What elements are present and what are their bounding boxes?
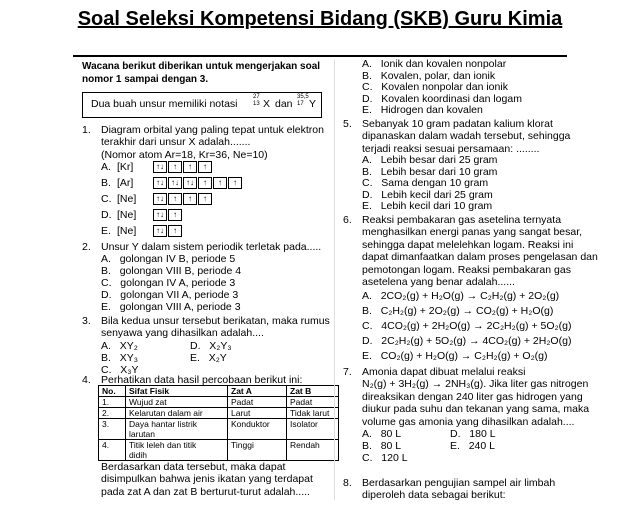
q6-option-c[interactable]: C. 4CO₂(g) + 2H₂O(g) → 2C₂H₂(g) + 5O₂(g) <box>362 320 572 332</box>
orbital-box: ↑↓ <box>153 161 167 173</box>
q7-option-e[interactable]: E. 240 L <box>450 440 495 452</box>
orbital-box: ↑ <box>183 193 197 205</box>
q7-number: 7. <box>343 366 352 378</box>
orbital-box: ↑ <box>198 193 212 205</box>
q3-option-e[interactable]: E. X₂Y <box>190 352 227 364</box>
q1-option-a[interactable]: A. [Kr] ↑↓ ↑ ↑ ↑ <box>101 161 213 173</box>
orbital-box: ↑↓ <box>153 225 167 237</box>
q2-option-c[interactable]: C. golongan IV A, periode 3 <box>101 277 236 289</box>
q6-stem: Reaksi pembakaran gas asetelina ternyata menghasilkan energi panas yang sangat besar, sehingga dapat melelehkan logam. Reaksi ini dapat dimanfaatkan dalam proses pengelasan dan pemotongan logam. Reaksi pembakaran gas asetelena yang benar adalah...... <box>362 214 598 289</box>
q2-option-b[interactable]: B. golongan VIII B, periode 4 <box>101 265 242 277</box>
page-title: Soal Seleksi Kompetensi Bidang (SKB) Guru Kimia <box>77 8 563 30</box>
q5-stem: Sebanyak 10 gram padatan kalium klorat dipanaskan dalam wadah tersebut, sehingga terjadi reaksi sesuai persamaan: ........ <box>362 118 571 155</box>
orbital-box: ↑ <box>168 161 182 173</box>
orbital-box: ↑↓ <box>153 193 167 205</box>
q4-number: 4. <box>82 374 91 386</box>
q5-option-e[interactable]: E. Lebih kecil dari 10 gram <box>362 200 493 212</box>
notation-and: dan <box>275 98 293 110</box>
q2-stem: Unsur Y dalam sistem periodik terletak pada..... <box>101 241 322 253</box>
orbital-box: ↑↓ <box>153 177 167 189</box>
q3-option-b[interactable]: B. XY₃ <box>101 352 138 364</box>
q6-option-e[interactable]: E. CO₂(g) + H₂O(g) → C₂H₂(g) + O₂(g) <box>362 350 548 362</box>
noble-gas-core: [Ar] <box>117 177 134 189</box>
q7-option-c[interactable]: C. 120 L <box>362 452 408 464</box>
q4-followup: Berdasarkan data tersebut, maka dapat disimpulkan bahwa jenis ikatan yang terdapat pada zat A dan zat B berturut-turut adalah..... <box>101 461 313 498</box>
q7-option-a[interactable]: A. 80 L <box>362 428 402 440</box>
orbital-box: ↑ <box>168 193 182 205</box>
q2-option-e[interactable]: E. golongan VIII A, periode 3 <box>101 301 241 313</box>
q6-number: 6. <box>343 214 352 226</box>
column-divider <box>334 60 335 500</box>
q7-option-d[interactable]: D. 180 L <box>450 428 496 440</box>
y-symbol: Y <box>309 98 317 110</box>
table-row: 4. Titik leleh dan titik Tinggi Rendah <box>99 440 339 451</box>
x-symbol: X <box>263 98 271 110</box>
table-row: didih <box>99 450 339 461</box>
q1-option-d[interactable]: D. [Ne] ↑↓ ↑ <box>101 209 183 221</box>
q4-option-b[interactable]: B. Kovalen, polar, dan ionik <box>362 69 496 82</box>
q8-number: 8. <box>343 477 352 489</box>
noble-gas-core: [Ne] <box>117 225 137 237</box>
q2-number: 2. <box>82 241 91 253</box>
orbital-box: ↑↓ <box>183 177 197 189</box>
q6-option-b[interactable]: B. C₂H₂(g) + 2O₂(g) → CO₂(g) + H₂O(g) <box>362 305 554 317</box>
table-header-row: No. Sifat Fisik Zat A Zat B <box>99 386 339 397</box>
q6-option-a[interactable]: A. 2CO₂(g) + H₂O(g) → C₂H₂(g) + 2O₂(g) <box>362 290 560 302</box>
q6-option-d[interactable]: D. 2C₂H₂(g) + 5O₂(g) → 4CO₂(g) + 2H₂O(g) <box>362 335 572 347</box>
table-row: 3. Daya hantar listrik Konduktor Isolator <box>99 419 339 430</box>
q4-option-c[interactable]: C. Kovalen nonpolar dan ionik <box>362 81 508 93</box>
q4-option-a[interactable]: A. Ionik dan kovalen nonpolar <box>362 58 507 70</box>
intro-line-1: Wacana berikut diberikan untuk mengerjakan soal <box>82 61 321 72</box>
table-row: larutan <box>99 429 339 440</box>
q1-stem: Diagram orbital yang paling tepat untuk elektron terakhir dari unsur X adalah....... (Nomor atom Ar=18, Kr=36, Ne=10) <box>101 124 324 161</box>
orbital-box: ↑↓ <box>168 177 182 189</box>
q5-option-b[interactable]: B. Lebih besar dari 10 gram <box>362 165 498 178</box>
orbital-box: ↑ <box>198 177 212 189</box>
q8-stem: Berdasarkan pengujian sampel air limbah diperoleh data sebagai berikut: <box>362 477 556 502</box>
q1-number: 1. <box>82 124 91 136</box>
data-table <box>98 385 339 461</box>
y-isotope: 35,5 17 <box>297 94 309 107</box>
x-isotope: 27 13 <box>253 94 260 107</box>
q3-number: 3. <box>82 315 91 327</box>
q4-stem: Perhatikan data hasil percobaan berikut ini: <box>101 374 303 386</box>
q4-option-d[interactable]: D. Kovalen koordinasi dan logam <box>362 92 522 105</box>
q3-stem: Bila kedua unsur tersebut berikatan, maka rumus senyawa yang dihasilkan adalah.... <box>101 315 330 340</box>
q4-option-e[interactable]: E. Hidrogen dan kovalen <box>362 104 483 116</box>
q5-option-c[interactable]: C. Sama dengan 10 gram <box>362 177 489 189</box>
orbital-box: ↑ <box>168 209 182 221</box>
q5-option-a[interactable]: A. Lebih besar dari 25 gram <box>362 154 498 166</box>
noble-gas-core: [Ne] <box>117 193 137 205</box>
table-row: 1. Wujud zat Padat Padat <box>99 397 339 408</box>
q5-number: 5. <box>343 118 352 130</box>
q3-option-c[interactable]: C. X₃Y <box>101 364 139 376</box>
orbital-box: ↑ <box>168 225 182 237</box>
notation-text: Dua buah unsur memiliki notasi <box>91 98 238 110</box>
orbital-box: ↑ <box>213 177 227 189</box>
orbital-box: ↑↓ <box>153 209 167 221</box>
title-divider <box>73 55 567 57</box>
q2-option-a[interactable]: A. golongan IV B, periode 5 <box>101 253 236 265</box>
orbital-box: ↑ <box>198 161 212 173</box>
orbital-box: ↑ <box>183 161 197 173</box>
table-row: 2. Kelarutan dalam air Larut Tidak larut <box>99 408 339 419</box>
noble-gas-core: [Ne] <box>117 209 137 221</box>
q3-option-a[interactable]: A. XY₂ <box>101 340 138 352</box>
noble-gas-core: [Kr] <box>117 161 134 173</box>
q7-stem: Amonia dapat dibuat melalui reaksi N₂(g) + 3H₂(g) → 2NH₃(g). Jika liter gas nitrogen direaksikan dengan 240 liter gas hidrogen yang diukur pada suhu dan tekanan yang sama, maka volume gas amonia yang dihasilkan adalah.... <box>362 366 590 428</box>
q7-option-b[interactable]: B. 80 L <box>362 440 402 452</box>
q1-option-e[interactable]: E. [Ne] ↑↓ ↑ <box>101 225 183 237</box>
intro-text <box>82 60 320 86</box>
notation-box <box>82 92 322 118</box>
q5-option-d[interactable]: D. Lebih kecil dari 25 gram <box>362 188 493 201</box>
q3-option-d[interactable]: D. X₂Y₃ <box>190 340 232 352</box>
q1-option-b[interactable]: B. [Ar] ↑↓ ↑↓ ↑↓ ↑ ↑ ↑ <box>101 177 243 189</box>
intro-line-2: nomor 1 sampai dengan 3. <box>82 74 209 85</box>
q2-option-d[interactable]: D. golongan VII A, periode 3 <box>101 289 239 301</box>
orbital-box: ↑ <box>228 177 242 189</box>
q1-option-c[interactable]: C. [Ne] ↑↓ ↑ ↑ ↑ <box>101 193 213 205</box>
